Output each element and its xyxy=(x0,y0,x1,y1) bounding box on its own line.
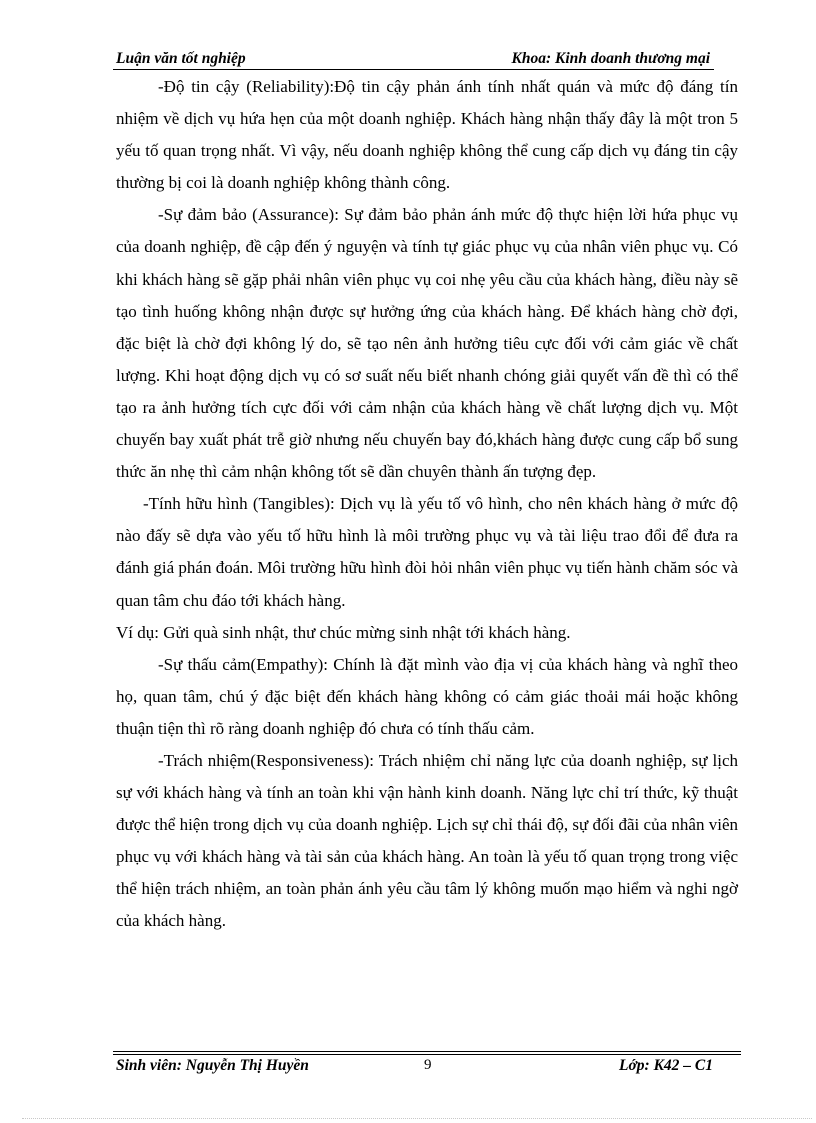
body-text xyxy=(116,71,738,938)
page-edge-dotted-line xyxy=(22,1118,812,1119)
header-divider xyxy=(113,69,714,70)
page-number: 9 xyxy=(424,1057,432,1073)
footer-divider-top xyxy=(113,1051,741,1052)
paragraph-example: Ví dụ: Gửi quà sinh nhật, thư chúc mừng sinh nhật tới khách hàng. xyxy=(116,622,571,642)
paragraph-reliability: -Độ tin cậy (Reliability):Độ tin cậy phản ánh tính nhất quán và mức độ đáng tín nhiệm về dịch vụ hứa hẹn của một doanh nghiệp. Khách hàng nhận thấy đây là một tron 5 yếu tố quan trọng nhất. Vì vậy, nếu doanh nghiệp không thể cung cấp dịch vụ đáng tin cậy thường bị coi là doanh nghiệp không thành công. xyxy=(116,77,738,193)
paragraph-responsiveness: -Trách nhiệm(Responsiveness): Trách nhiệm chỉ năng lực của doanh nghiệp, sự lịch sự với khách hàng và tính an toàn khi vận hành kinh doanh. Năng lực chỉ trí thức, kỹ thuật được thể hiện trong dịch vụ của doanh nghiệp. Lịch sự chỉ thái độ, sự đối đãi của nhân viên phục vụ với khách hàng và tài sản của khách hàng. An toàn là yếu tố quan trọng trong việc thể hiện trách nhiệm, an toàn phản ánh yêu cầu tâm lý không muốn mạo hiểm và nghi ngờ của khách hàng. xyxy=(116,750,738,931)
footer-divider-bottom xyxy=(113,1054,741,1055)
page-footer xyxy=(116,1057,713,1077)
paragraph-empathy: -Sự thấu cảm(Empathy): Chính là đặt mình vào địa vị của khách hàng và nghĩ theo họ, quan tâm, chú ý đặc biệt đến khách hàng không có cảm giác thoải mái hoặc không thuận tiện thì rõ ràng doanh nghiệp đó chưa có tính thấu cảm. xyxy=(116,654,738,738)
page-header xyxy=(116,50,712,70)
paragraph-assurance: -Sự đảm bảo (Assurance): Sự đảm bảo phản ánh mức độ thực hiện lời hứa phục vụ của doanh nghiệp, đề cập đến ý nguyện và tính tự giác phục vụ của nhân viên phục vụ. Có khi khách hàng sẽ gặp phải nhân viên phục vụ coi nhẹ yêu cầu của khách hàng, điều này sẽ tạo tình huống không nhận được sự hưởng ứng của khách hàng. Để khách hàng chờ đợi, đặc biệt là chờ đợi không lý do, sẽ tạo nên ảnh hưởng tiêu cực đối với cảm giác về chất lượng. Khi hoạt động dịch vụ có sơ suất nếu biết nhanh chóng giải quyết vấn đề thì có thể tạo ra ảnh hưởng tích cực đối với cảm nhận của khách hàng về chất lượng dịch vụ. Một chuyến bay xuất phát trễ giờ nhưng nếu chuyến bay đó,khách hàng được cung cấp bổ sung thức ăn nhẹ thì cảm nhận không tốt sẽ dần chuyên thành ấn tượng đẹp. xyxy=(116,205,738,482)
footer-student-name: Sinh viên: Nguyễn Thị Huyền xyxy=(116,1057,309,1074)
footer-class-label: Lớp: K42 – C1 xyxy=(619,1057,713,1074)
paragraph-tangibles: -Tính hữu hình (Tangibles): Dịch vụ là yếu tố vô hình, cho nên khách hàng ở mức độ nào đấy sẽ dựa vào yếu tố hữu hình là môi trường phục vụ và tài liệu trao đổi để đưa ra đánh giá phán đoán. Môi trường hữu hình đòi hỏi nhân viên phục vụ tiến hành chăm sóc và quan tâm chu đáo tới khách hàng. xyxy=(116,494,738,610)
header-faculty-label: Khoa: Kinh doanh thương mại xyxy=(511,50,710,67)
header-thesis-label: Luận văn tốt nghiệp xyxy=(116,50,246,67)
